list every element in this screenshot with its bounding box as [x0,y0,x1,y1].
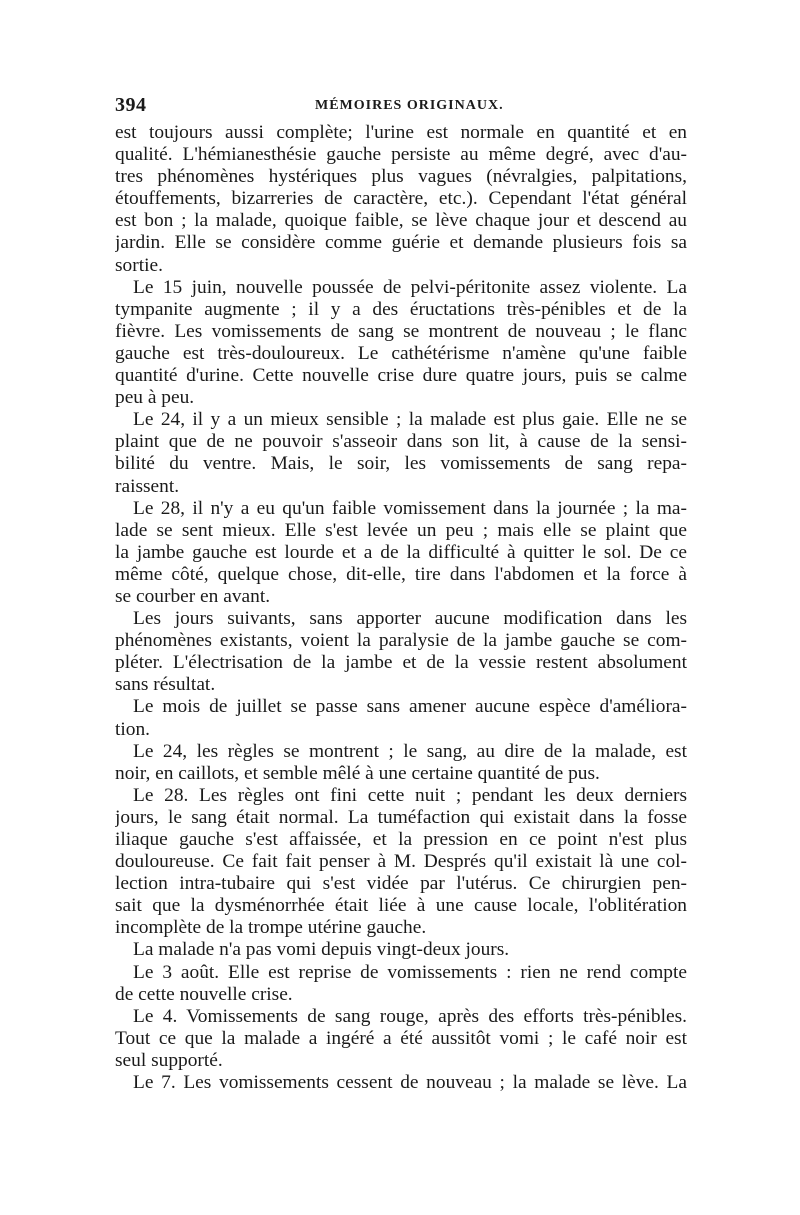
text-line: Le 28, il n'y a eu qu'un faible vomissement dans la journée ; la ma- [133,497,687,519]
text-line: plaint que de ne pouvoir s'asseoir dans son lit, à cause de la sensi- [115,431,687,453]
page-header [115,94,687,120]
text-line: Tout ce que la malade a ingéré a été aussitôt vomi ; le café noir est [115,1027,687,1049]
text-line: iliaque gauche s'est affaissée, et la pression en ce point n'est plus [115,829,687,850]
text-line: quantité d'urine. Cette nouvelle crise dure quatre jours, puis se calme [115,365,687,387]
text-line: gauche est très-douloureux. Le cathétérisme n'amène qu'une faible [115,342,687,364]
text-line: lade se sent mieux. Elle s'est levée un peu ; mais elle se plaint que [115,519,687,541]
text-line: fièvre. Les vomissements de sang se montrent de nouveau ; le flanc [115,320,687,342]
text-line: bilité du ventre. Mais, le soir, les vomissements de sang repa- [115,453,687,475]
text-line: Le 4. Vomissements de sang rouge, après des efforts très-pénibles. [133,1005,687,1027]
text-line: Le 24, il y a un mieux sensible ; la malade est plus gaie. Elle ne se [133,409,687,431]
text-line: est bon ; la malade, quoique faible, se lève chaque jour et descend au [115,210,687,232]
text-line: Le 28. Les règles ont fini cette nuit ; pendant les deux derniers [133,784,687,806]
text-line: la jambe gauche est lourde et a de la difficulté à quitter le sol. De ce [115,541,687,563]
text-line: de cette nouvelle crise. [115,983,293,1005]
text-line: Le mois de juillet se passe sans amener aucune espèce d'améliora- [133,696,687,718]
text-line: tion. [115,718,151,740]
text-line: raissent. [115,475,180,497]
text-line: Le 3 août. Elle est reprise de vomissements : rien ne rend compte [133,961,687,983]
text-line: pléter. L'électrisation de la jambe et de la vessie restent absolument [115,652,687,674]
text-line: phénomènes existants, voient la paralysie de la jambe gauche se com- [115,630,687,652]
text-line: La malade n'a pas vomi depuis vingt-deux jours. [133,939,510,961]
text-line: seul supporté. [115,1049,223,1071]
text-line: qualité. L'hémianesthésie gauche persiste au même degré, avec d'au- [115,144,687,166]
text-line: est toujours aussi complète; l'urine est normale en quantité et en [115,122,687,143]
text-line: incomplète de la trompe utérine gauche. [115,917,427,939]
text-line: tympanite augmente ; il y a des éructations très-pénibles et de la [115,298,687,320]
text-line: peu à peu. [115,387,195,409]
running-title: MÉMOIRES ORIGINAUX. [315,98,504,113]
text-line: étouffements, bizarreries de caractère, etc.). Cependant l'état général [115,188,687,210]
text-line: se courber en avant. [115,585,271,607]
text-line: douloureuse. Ce fait fait penser à M. Després qu'il existait là une col- [115,851,687,873]
text-line: Le 7. Les vomissements cessent de nouveau ; la malade se lève. La [133,1072,687,1094]
text-line: Les jours suivants, sans apporter aucune modification dans les [133,608,687,630]
text-line: sait que la dysménorrhée était liée à une cause locale, l'oblitération [115,895,687,917]
text-line: sans résultat. [115,674,216,696]
text-line: jours, le sang était normal. La tuméfaction qui existait dans la fosse [115,806,687,828]
text-line: jardin. Elle se considère comme guérie et demande plusieurs fois sa [115,232,687,254]
text-line: Le 15 juin, nouvelle poussée de pelvi-péritonite assez violente. La [133,276,687,298]
text-line: sortie. [115,254,163,276]
page-number: 394 [115,94,147,116]
text-line: noir, en caillots, et semble mêlé à une certaine quantité de pus. [115,762,600,784]
text-line: tres phénomènes hystériques plus vagues (névralgies, palpitations, [115,166,687,188]
text-line: même côté, quelque chose, dit-elle, tire dans l'abdomen et la force à [115,563,687,585]
text-line: lection intra-tubaire qui s'est vidée par l'utérus. Ce chirurgien pen- [115,873,687,895]
text-line: Le 24, les règles se montrent ; le sang, au dire de la malade, est [133,740,687,762]
body-text [115,122,687,1094]
